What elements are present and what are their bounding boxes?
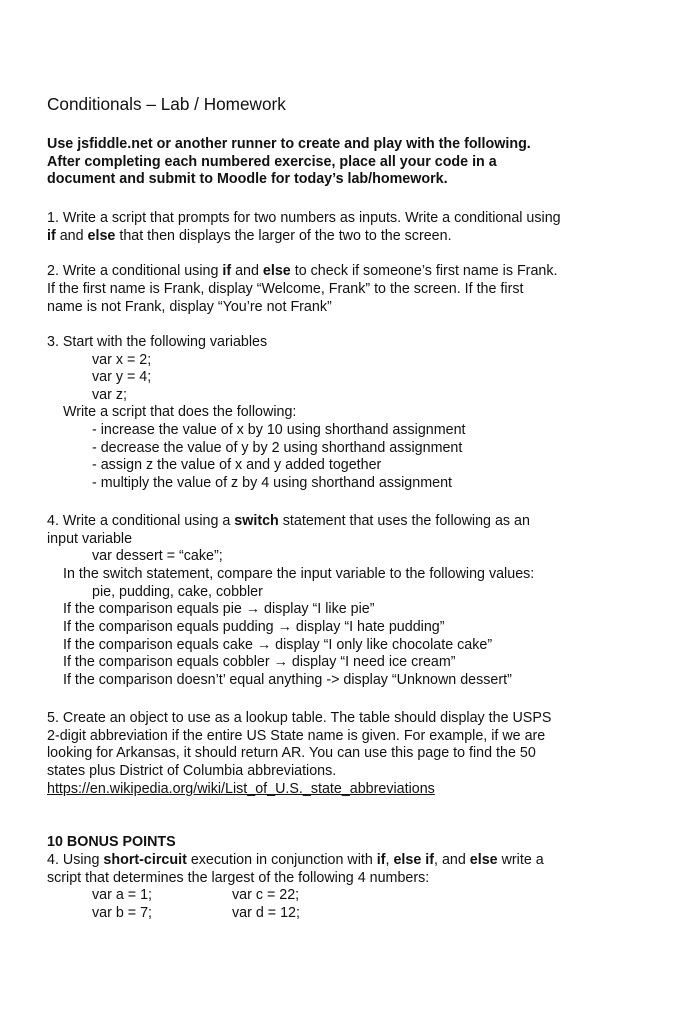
exercise-5-line-2: 2-digit abbreviation if the entire US State name is given. For example, if we are — [47, 727, 546, 744]
state-abbreviations-link-row — [47, 781, 435, 799]
bonus-pre: 4. Using — [47, 852, 104, 868]
code-var-z: var z; — [92, 386, 127, 403]
exercise-4-compare: In the switch statement, compare the input variable to the following values: — [63, 566, 535, 582]
keyword-else-if: else if — [393, 852, 435, 868]
case-cobbler: If the comparison equals cobbler → display “I need ice cream” — [63, 654, 456, 670]
case-cake: If the comparison equals cake → display “I only like chocolate cake” — [63, 636, 493, 653]
exercise-4-values: pie, pudding, cake, cobbler — [92, 583, 263, 600]
text-and: and — [231, 263, 263, 279]
exercise-5-line-3: looking for Arkansas, it should return AR. You can use this page to find the 50 — [47, 745, 536, 761]
code-var-d: var d = 12; — [232, 904, 300, 921]
keyword-else: else — [87, 227, 116, 244]
code-var-x: var x = 2; — [92, 351, 152, 368]
text-and: and — [55, 227, 88, 244]
exercise-4-pre: 4. Write a conditional using a — [47, 513, 235, 529]
bonus-mid-2: , and — [434, 852, 470, 868]
state-abbreviations-link[interactable]: https://en.wikipedia.org/wiki/List_of_U.S._state_abbreviations — [47, 780, 435, 797]
keyword-switch: switch — [234, 513, 279, 529]
bonus-mid-1: execution in conjunction with — [186, 852, 377, 868]
exercise-1-line-2 — [47, 228, 452, 246]
page-title: Conditionals – Lab / Homework — [47, 94, 286, 114]
exercise-2-line-2: If the first name is Frank, display “Welcome, Frank” to the screen. If the first — [47, 281, 524, 297]
intro-line-2: After completing each numbered exercise, place all your code in a — [47, 153, 497, 170]
exercise-3-instructions: Write a script that does the following: — [63, 404, 297, 420]
exercise-3-step-2: - decrease the value of y by 2 using shorthand assignment — [92, 439, 463, 456]
exercise-2-post: to check if someone’s first name is Frank. — [290, 263, 558, 279]
bonus-line-1 — [47, 852, 544, 870]
intro-line-3: document and submit to Moodle for today’s lab/homework. — [47, 171, 448, 187]
keyword-short-circuit: short-circuit — [103, 852, 187, 868]
code-var-b: var b = 7; — [92, 904, 153, 921]
case-pie: If the comparison equals pie → display “I like pie” — [63, 601, 375, 617]
keyword-else: else — [262, 263, 291, 279]
exercise-4-post: statement that uses the following as an — [278, 513, 530, 529]
exercise-1-rest: that then displays the larger of the two to the screen. — [115, 227, 452, 244]
keyword-if: if — [376, 852, 386, 868]
exercise-5-line-4: states plus District of Columbia abbreviations. — [47, 763, 337, 779]
bonus-heading: 10 BONUS POINTS — [47, 834, 176, 850]
case-pudding: If the comparison equals pudding → display “I hate pudding” — [63, 619, 445, 635]
intro-line-1: Use jsfiddle.net or another runner to create and play with the following. — [47, 136, 531, 152]
exercise-2-line-1 — [47, 263, 557, 281]
code-var-dessert: var dessert = “cake”; — [92, 548, 223, 564]
code-var-y: var y = 4; — [92, 369, 152, 385]
exercise-1-line-1: 1. Write a script that prompts for two numbers as inputs. Write a conditional using — [47, 210, 561, 226]
exercise-2-line-3: name is not Frank, display “You’re not Frank” — [47, 298, 332, 315]
exercise-5-line-1: 5. Create an object to use as a lookup table. The table should display the USPS — [47, 710, 552, 726]
exercise-3-step-3: - assign z the value of x and y added together — [92, 457, 382, 473]
keyword-else: else — [469, 852, 498, 868]
code-var-a: var a = 1; — [92, 887, 153, 903]
keyword-if: if — [222, 263, 232, 279]
case-default: If the comparison doesn’t’ equal anything -> display “Unknown dessert” — [63, 672, 512, 688]
exercise-3-step-4: - multiply the value of z by 4 using shorthand assignment — [92, 475, 452, 491]
exercise-3-step-1: - increase the value of x by 10 using shorthand assignment — [92, 422, 466, 438]
exercise-4-line-1 — [47, 513, 530, 531]
bonus-line-2: script that determines the largest of the following 4 numbers: — [47, 869, 430, 886]
exercise-3-line-1: 3. Start with the following variables — [47, 334, 268, 350]
code-var-c: var c = 22; — [232, 887, 300, 903]
exercise-4-line-2: input variable — [47, 530, 133, 547]
bonus-post: write a — [497, 852, 544, 868]
exercise-2-pre: 2. Write a conditional using — [47, 263, 223, 279]
keyword-if: if — [47, 227, 56, 244]
bonus-comma: , — [385, 852, 394, 868]
